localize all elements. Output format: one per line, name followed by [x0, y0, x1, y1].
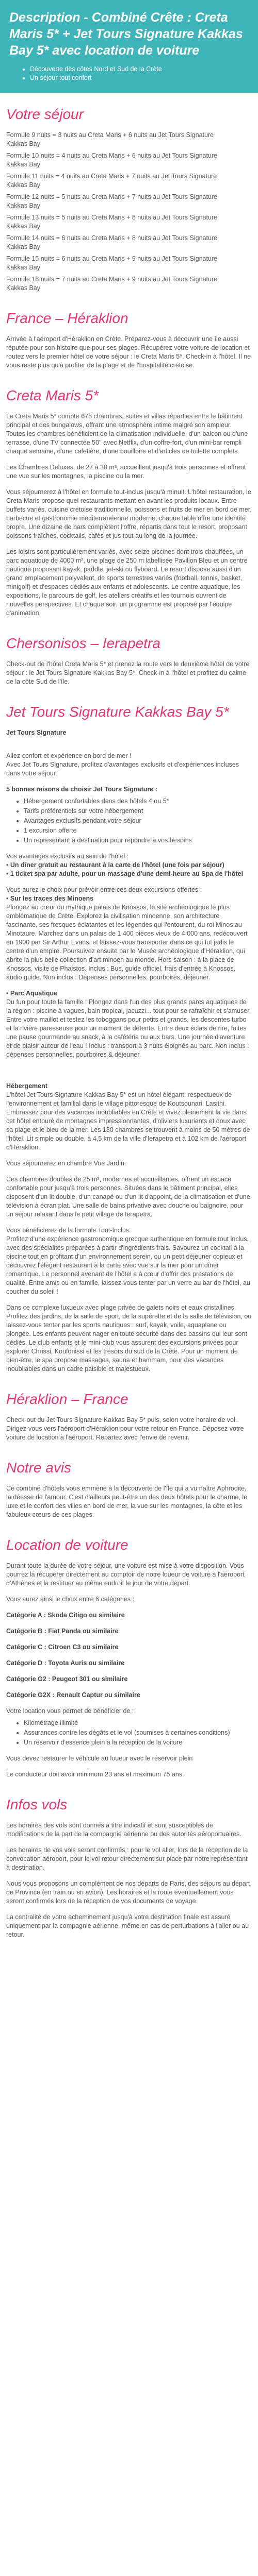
car-category-text: Catégorie B : Fiat Panda ou similaire [6, 1628, 119, 1635]
main-content [0, 93, 258, 1957]
formule-list [6, 131, 252, 293]
car-category [6, 1627, 252, 1636]
hebergement-paragraph: Ces chambres doubles de 25 m², modernes et accueillantes, offrent un espace confortable pour jusqu'à trois personnes. Situées dans le bâtiment principal, elles disposent d'un lit double, d'un canapé ou d'un lit d'appoint, de la climatisation et d'une télévision à écran plat. Une salle de bains privative avec douche ou baignoire, pour un séjour relaxant dans le petit village de Ierapetra. [6, 1176, 250, 1218]
excursion-description: Plongez au cœur du mythique palais de Knossos, le site archéologique le plus emblématique de Crète. Explorez la civilisation minoenne, son architecture fascinante, ses fresques éclatantes et les légendes qui l'entourent, du roi Minos au Minotaure. Marchez dans un palais de 1 400 pièces vieux de 4 000 ans, redécouvert en 1900 par Sir Arthur Evans, et laissez-vous transporter dans ce qui fut jadis le centre d'un empire. Poursuivez ensuite par le Musée archéologique d'Héraklion, qui abrite la plus belle collection d'art minoen au monde. Hors saison : à la place de Knossos, visite de Phaistos. Inclus : Bus, guide officiel, frais d'entrée à Knossos, audio guide. Non inclus : Dépenses personnelles, pourboires, déjeuner. [6, 904, 248, 981]
car-category-text: Catégorie G2 : Peugeot 301 ou similaire [6, 1675, 128, 1683]
car-category-text: Catégorie C : Citroen C3 ou similaire [6, 1643, 119, 1651]
formule-line: Formule 10 nuits = 4 nuits au Creta Maris + 6 nuits au Jet Tours Signature [6, 152, 218, 159]
formule-item [6, 151, 252, 169]
formule-item [6, 172, 252, 190]
section-title-heraklion-france: Héraklion – France [6, 1391, 128, 1407]
avis-text: Ce combiné d'hôtels vous emmène à la découverte de l'île qui a vu naître Aphrodite, la déesse de l'amour. C'est d'ailleurs peut-être un des deux hôtels pour le charme, le luxe et le confort des villes en bord de mer, la vue sur les montagnes, la côte et les fabuleux cœurs de ces plages. [6, 1485, 248, 1518]
reasons-list [6, 797, 252, 845]
car-category [6, 1691, 252, 1700]
location-paragraph: Le conducteur doit avoir minimum 23 ans et maximum 75 ans. [6, 1771, 184, 1778]
formule-item [6, 234, 252, 251]
section-title-infos-vols: Infos vols [6, 1797, 68, 1812]
formule-line: Kakkas Bay [6, 202, 41, 209]
header-bullet: • Un séjour tout confort [30, 74, 249, 82]
section-title-chersonisos: Chersonisos – Ierapetra [6, 635, 160, 651]
excursion-title-text: Parc Aquatique [10, 990, 58, 997]
hebergement-paragraph: L'hôtel Jet Tours Signature Kakkas Bay 5* est un hôtel élégant, respectueux de l'environnement et familial dans le village pittoresque de Koutsounari, Lasithi. Embrassez pour des vacances inoubliables en Crète et vivez pleinement la vie dans cet hôtel entouré de montagnes impressionnantes, d'oliviers luxuriants et doux avec sa plage et le bleu de la mer. Les 180 chambres se trouvent à moins de 50 mètres de l'hôtel. Lit simple ou double, à 4,5 km de la ville d'Ierapetra et à 102 km de l'aéroport d'Héraklion. [6, 1091, 250, 1151]
benefits-list [6, 1719, 252, 1747]
formule-item [6, 255, 252, 272]
reasons-title-text: 5 bonnes raisons de choisir Jet Tours Signature : [6, 786, 157, 793]
jet-tours-paragraph: Allez confort et expérience en bord de mer ! [6, 752, 132, 759]
car-category [6, 1643, 252, 1652]
excursion-title: • Sur les traces des Minoens [6, 895, 94, 902]
formule-item [6, 275, 252, 293]
section-title-avis: Notre avis [6, 1460, 72, 1476]
location-paragraph: Vous devez restaurer le véhicule au loueur avec le réservoir plein [6, 1755, 193, 1762]
hebergement-paragraph: Vous bénéficierez de la formule Tout-Inclus. [6, 1227, 131, 1234]
advantages-title: Vos avantages exclusifs au sein de l'hôtel : [6, 853, 129, 860]
jet-tours-subtitle [6, 728, 252, 737]
reason-item: • Tarifs préférentiels sur votre hébergement [24, 807, 252, 816]
advantage-text: Un dîner gratuit au restaurant à la carte de l'hôtel (une fois par séjour) [10, 861, 224, 869]
advantage-item: • Un dîner gratuit au restaurant à la carte de l'hôtel (une fois par séjour) [6, 861, 224, 869]
formule-line: Kakkas Bay [6, 284, 41, 292]
formule-line: Formule 15 nuits = 6 nuits au Creta Maris + 9 nuits au Jet Tours Signature [6, 255, 218, 262]
formule-line: Kakkas Bay [6, 140, 41, 147]
location-paragraph: Vous aurez ainsi le choix entre 6 catégories : [6, 1596, 135, 1603]
jet-tours-subtitle-text: Jet Tours Signature [6, 729, 67, 736]
header-banner [0, 0, 258, 93]
advantage-item: • 1 ticket spa par adulte, pour un massage d'une demi-heure au Spa de l'hôtel [6, 870, 244, 877]
formule-line: Kakkas Bay [6, 243, 41, 250]
hebergement-paragraph: Profitez d'une expérience gastronomique grecque authentique en formule tout inclus, avec des spécialités préparées à partir d'ingrédients frais. Savourez un cocktail à la piscine tout en profitant d'un environnement serein, ou un petit déjeuner copieux et découvrez l'élégant restaurant à la carte avec vue sur la mer pour un dîner romantique. Le personnel avenant de l'hôtel a à cœur d'offrir des prestations de qualité. Entre amis ou en famille, laissez-vous tenter par un verre au bar de l'hôtel, au coucher du soleil ! [6, 1235, 250, 1295]
car-category-text: Catégorie A : Skoda Citigo ou similaire [6, 1612, 125, 1619]
infos-paragraph: Nous vous proposons un complément de nos départs de Paris, des séjours au départ de Province (en train ou en avion). Les horaires et la route éventuellement vous seront confirmés lors de la réception de vos documents de voyage. [6, 1880, 250, 1905]
excursion-title-text: Sur les traces des Minoens [10, 895, 94, 902]
car-category-text: Catégorie G2X : Renault Captur ou similaire [6, 1691, 140, 1699]
benefit-item: • Kilométrage illimité [24, 1719, 252, 1727]
formule-line: Formule 9 nuits = 3 nuits au Creta Maris + 6 nuits au Jet Tours Signature [6, 131, 214, 139]
formule-line: Formule 12 nuits = 5 nuits au Creta Maris + 7 nuits au Jet Tours Signature [6, 193, 218, 200]
excursions-intro: Vous aurez le choix pour prévoir entre ces deux excursions offertes : [6, 886, 202, 893]
car-category [6, 1675, 252, 1684]
excursion-title: • Parc Aquatique [6, 990, 58, 997]
formule-item [6, 131, 252, 148]
car-category [6, 1659, 252, 1668]
hotel-paragraph: Les loisirs sont particulièrement variés, avec seize piscines dont trois chauffées, un parc aquatique de 4000 m², une plage de 250 m labellisée Pavillon Bleu et un centre nautique proposant kayak, paddle, jet-ski ou flyboard. Le resort dispose aussi d'un grand emplacement polyvalent, de sports terrestres variés (football, tennis, basket, minigolf) et d'espaces dédiés aux enfants et adolescents. Le centre aquatique, les expositions, le parcours de golf, les ateliers créatifs et les tournois ouvrent de nouvelles perspectives. Et chaque soir, un programme est proposé par l'équipe d'animation. [6, 548, 248, 617]
benefit-item: • Assurances contre les dégâts et le vol (soumises à certaines conditions) [24, 1728, 252, 1737]
benefit-item: • Un réservoir d'essence plein à la réception de la voiture [24, 1738, 252, 1747]
infos-paragraph: La centralité de votre acheminement jusqu'à votre destination finale est assuré uniquement par la compagnie aérienne, même en cas de perturbations à l'aller ou au retour. [6, 1913, 249, 1938]
excursion-description: Du fun pour toute la famille ! Plongez dans l'un des plus grands parcs aquatiques de la région : piscine à vagues, bain tropical, jacuzzi... tout pour se rafraîchir et s'amuser. Entre votre maillot et testez les toboggans pour petits et grands, les descentes turbo et la rivière paresseuse pour un moment de détente. Entre deux éclats de rire, faites une pause gourmande au snack, à la cafétéria ou aux bars. Une journée d'aventure et de plaisir autour de l'eau ! Inclus : transport à 3 nuits éloignés au parc. Non inclus : dépenses personnelles, pourboires & déjeuner. [6, 998, 251, 1058]
page-title: Description - Combiné Crête : Creta Maris 5* + Jet Tours Signature Kakkas Bay 5* avec location de voiture [9, 10, 243, 58]
reason-item: • Un représentant à destination pour répondre à vos besoins [24, 836, 252, 845]
formule-line: Kakkas Bay [6, 264, 41, 271]
hebergement-paragraph: Vous séjournerez en chambre Vue Jardin. [6, 1160, 126, 1167]
location-paragraph: Durant toute la durée de votre séjour, une voiture est mise à votre disposition. Vous pourrez la récupérer directement au comptoir de notre loueur de voiture à l'aéroport d'Athènes et la restituer au même endroit le jour de votre départ. [6, 1562, 245, 1587]
formule-item [6, 193, 252, 210]
day-description: Arrivée à l'aéroport d'Héraklion en Crète. Préparez-vous à découvrir une île aussi réputée pour son histoire que pour ses plages. Récupérez votre voiture de location et routez vers le premier hôtel de votre séjour : le Creta Maris 5*. Check-in à l'hôtel. Il ne vous reste plus qu'à profiter de la plage et de l'hospitalité crétoise. [6, 335, 251, 369]
formule-item [6, 213, 252, 231]
hotel-paragraph: Les Chambres Deluxes, de 27 à 30 m², accueillent jusqu'à trois personnes et offrent une vue sur les montagnes, la piscine ou la mer. [6, 464, 246, 480]
car-category [6, 1611, 252, 1620]
formule-line: Formule 13 nuits = 5 nuits au Creta Maris + 8 nuits au Jet Tours Signature [6, 214, 218, 221]
hotel-paragraph: Vous séjournerez à l'hôtel en formule tout-inclus jusqu'à minuit. L'hôtel restauration, le Creta Maris propose quel restaurants mettant en avant les produits locaux. Entre buffets variés, cuisine crétoise traditionnelle, poissons et fruits de mer en bord de mer, barbecue et gastronomie méditerranéenne moderne, chaque table offre une identité propre. Une dizaine de bars complètent l'offre, répartis dans tout le resort, proposant boissons fraîches, cocktails, cafés et jus tout au long de la journée. [6, 488, 252, 539]
header-bullets [9, 65, 249, 82]
car-categories [6, 1611, 252, 1700]
formule-line: Kakkas Bay [6, 223, 41, 230]
section-title-creta-maris: Creta Maris 5* [6, 387, 99, 403]
formule-line: Formule 14 nuits = 6 nuits au Creta Maris + 8 nuits au Jet Tours Signature [6, 234, 218, 242]
jet-tours-reasons-title [6, 785, 252, 794]
infos-paragraph: Les horaires de vos vols seront confirmés : pour le vol aller, lors de la réception de la convocation aéroport, pour le vol retour directement sur place par notre représentant à destination. [6, 1846, 248, 1871]
day-description: Check-out de l'hôtel Creta Maris 5* et prenez la route vers le deuxième hôtel de votre séjour : le Jet Tours Signature Kakkas Bay 5*. Check-in à l'hôtel et profitez du calme de la côte Sud de l'île. [6, 660, 250, 685]
car-category-text: Catégorie D : Toyota Auris ou similaire [6, 1659, 125, 1667]
section-title-france-heraklion: France – Héraklion [6, 310, 128, 326]
advantage-text: 1 ticket spa par adulte, pour un massage d'une demi-heure au Spa de l'hôtel [10, 870, 244, 877]
day-description: Check-out du Jet Tours Signature Kakkas Bay 5* puis, selon votre horaire de vol. Dirigez-vous vers l'aéroport d'Héraklion pour votre retour en France. Déposez votre voiture de location à l'aéroport. Repartez avec l'envie de revenir. [6, 1416, 244, 1441]
infos-paragraph: Les horaires des vols sont donnés à titre indicatif et sont susceptibles de modifications de la part de la compagnie aérienne ou des autorités aéroportuaires. [6, 1822, 241, 1838]
formule-line: Formule 11 nuits = 4 nuits au Creta Maris + 7 nuits au Jet Tours Signature [6, 173, 217, 180]
section-title-jet-tours: Jet Tours Signature Kakkas Bay 5* [6, 704, 229, 720]
formule-line: Kakkas Bay [6, 161, 41, 168]
reason-item: • Hébergement confortables dans des hôtels 4 ou 5* [24, 797, 252, 806]
formule-line: Formule 16 nuits = 7 nuits au Creta Maris + 9 nuits au Jet Tours Signature [6, 276, 218, 283]
header-bullet: • Découverte des côtes Nord et Sud de la Crète [30, 65, 249, 74]
reason-item: • 1 excursion offerte [24, 826, 252, 835]
hebergement-title-text: Hébergement [6, 1082, 47, 1090]
reason-item: • Avantages exclusifs pendant votre séjour [24, 817, 252, 825]
section-title-sejour: Votre séjour [6, 106, 84, 122]
formule-line: Kakkas Bay [6, 181, 41, 189]
location-paragraph: Votre location vous permet de bénéficier de : [6, 1707, 134, 1715]
jet-tours-paragraph: Avec Jet Tours Signature, profitez d'avantages exclusifs et d'expériences incluses dans votre séjour. [6, 761, 239, 777]
section-title-location: Location de voiture [6, 1537, 128, 1553]
hotel-paragraph: Le Creta Maris 5* compte 678 chambres, suites et villas réparties entre le bâtiment principal et des bungalows, offrant une atmosphère intime malgré son ampleur. Toutes les chambres bénéficient de la climatisation individuelle, d'un balcon ou d'une terrasse, d'une TV connectée 50'' avec Netflix, d'un coffre-fort, d'un mini-bar rempli chaque semaine, d'une cafetière, d'une bouilloire et d'articles de toilette complets. [6, 413, 248, 455]
hebergement-title [6, 1082, 252, 1091]
hebergement-paragraph: Dans ce complexe luxueux avec plage privée de galets noirs et eaux cristallines. Profitez des jardins, de la salle de sport, de la supérette et de la salle de télévision, ou laissez-vous tenter par les sports nautiques : surf, kayak, voile, aquaplane ou plongée. Les enfants peuvent nager en toute sécurité dans des bassins qui leur sont dédiés. Le club enfants et le mini-club vous assurent des excursions privées pour explorer Chrissi, Koufonissi et les trésors du sud de la Crète. Pour un moment de bien-être, le spa propose massages, sauna et hammam, pour des vacances inoubliables dans un cadre paisible et majestueux. [6, 1304, 252, 1372]
